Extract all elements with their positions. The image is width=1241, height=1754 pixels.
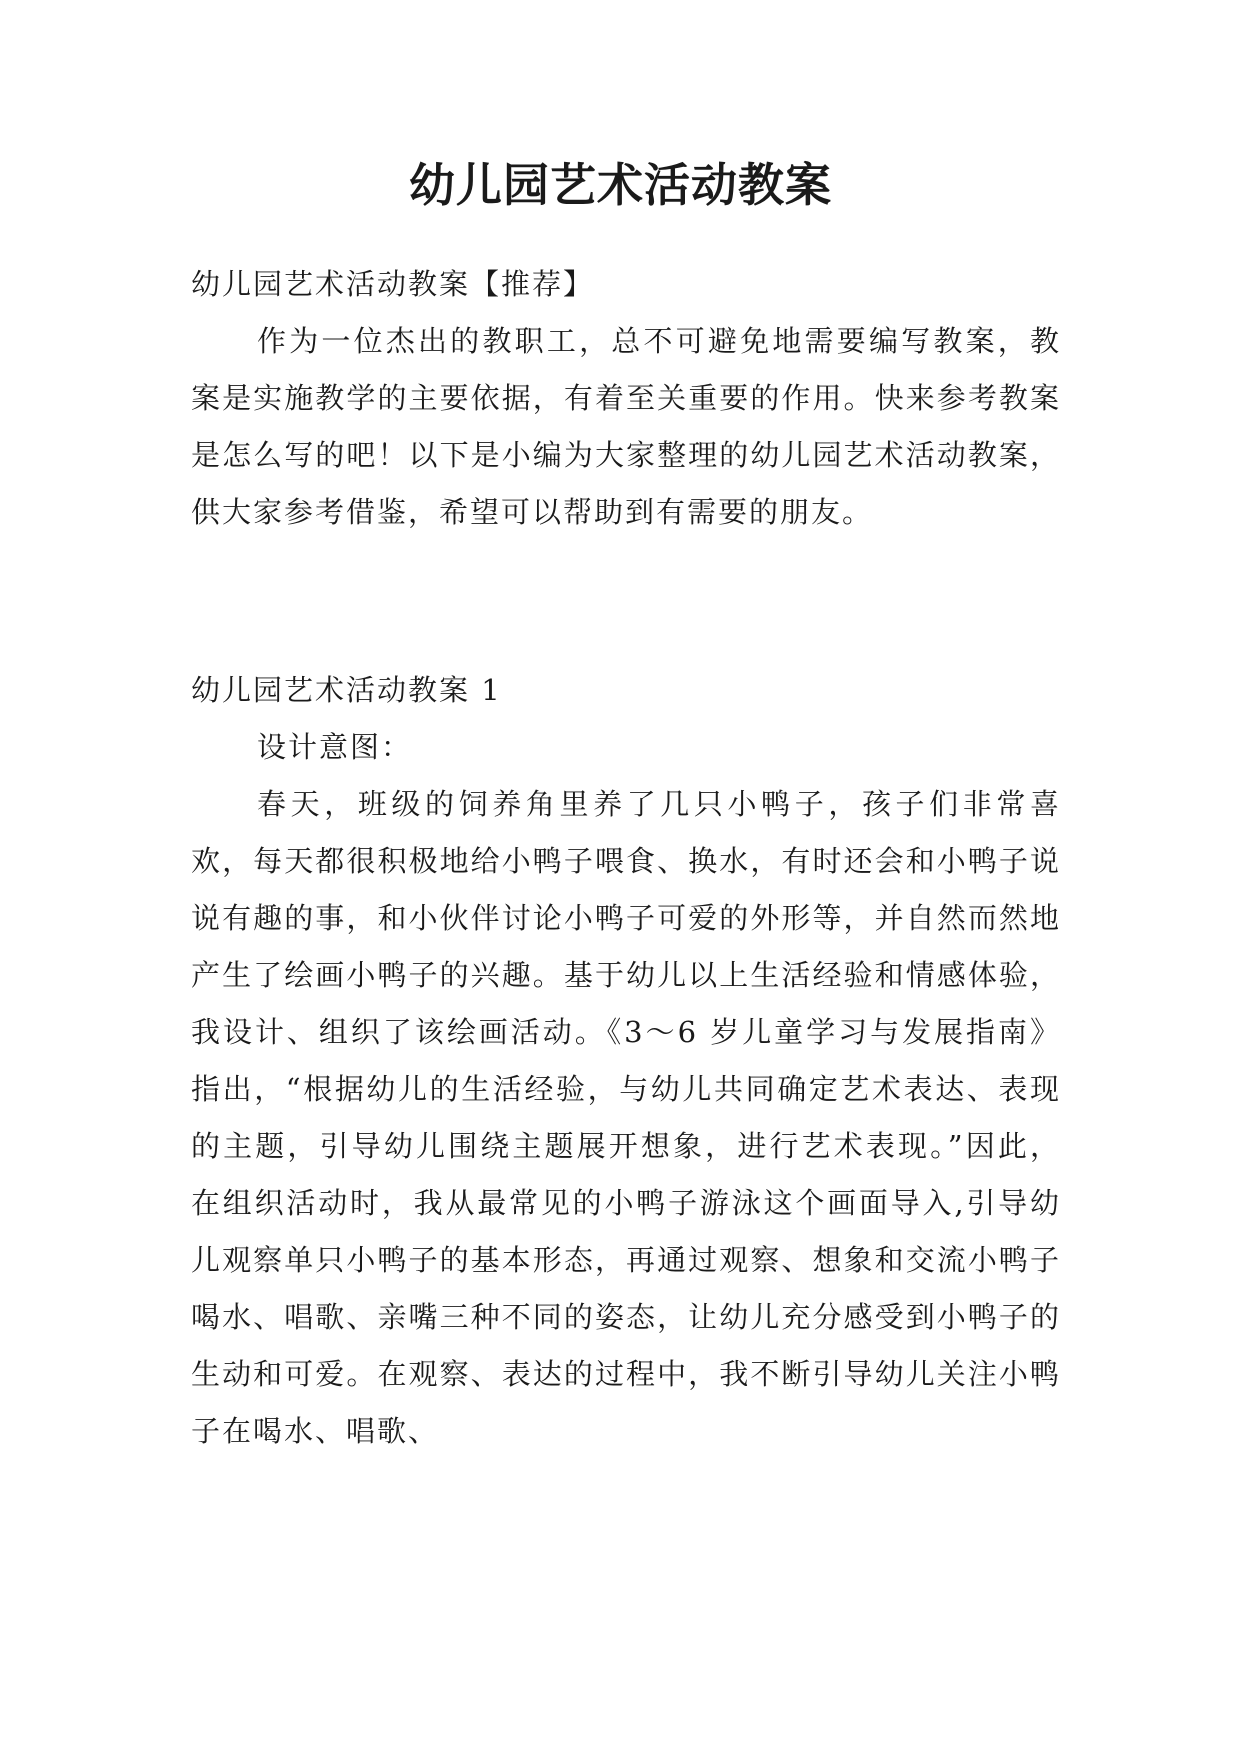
document-title: 幼儿园艺术活动教案 [409,158,832,212]
document-body [191,256,1061,1460]
design-intent-label: 设计意图： [257,730,413,764]
section-spacer [191,541,1061,662]
design-intent-paragraph: 春天，班级的饲养角里养了几只小鸭子，孩子们非常喜欢，每天都很积极地给小鸭子喂食、换水，有时还会和小鸭子说说有趣的事，和小伙伴讨论小鸭子可爱的外形等，并自然而然地产生了绘画小鸭子的兴趣。基于幼儿以上生活经验和情感体验，我设计、组织了该绘画活动。《3～6 岁儿童学习与发展指南》指出，“根据幼儿的生活经验，与幼儿共同确定艺术表达、表现的主题，引导幼儿围绕主题展开想象，进行艺术表现。”因此，在组织活动时，我从最常见的小鸭子游泳这个画面导入,引导幼儿观察单只小鸭子的基本形态，再通过观察、想象和交流小鸭子喝水、唱歌、亲嘴三种不同的姿态，让幼儿充分感受到小鸭子的生动和可爱。在观察、表达的过程中，我不断引导幼儿关注小鸭子在喝水、唱歌、 [191,787,1061,1448]
intro-paragraph: 作为一位杰出的教职工，总不可避免地需要编写教案，教案是实施教学的主要依据，有着至关重要的作用。快来参考教案是怎么写的吧！以下是小编为大家整理的幼儿园艺术活动教案，供大家参考借鉴，希望可以帮助到有需要的朋友。 [191,324,1061,529]
section-heading: 幼儿园艺术活动教案 1 [191,673,502,707]
intro-heading: 幼儿园艺术活动教案【推荐】 [191,267,595,301]
